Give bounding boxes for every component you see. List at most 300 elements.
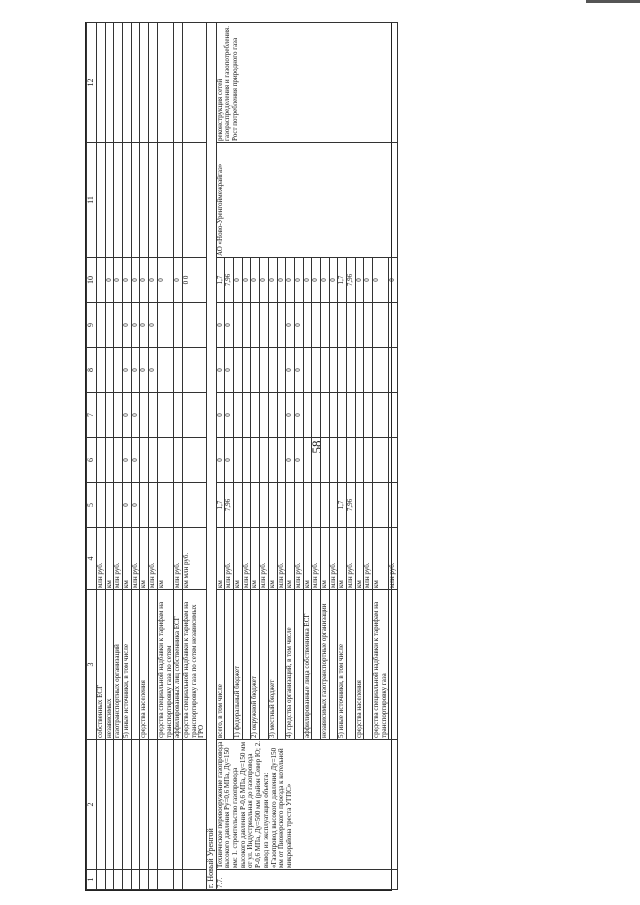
value-cell bbox=[329, 348, 338, 393]
table-row bbox=[157, 23, 173, 890]
header-cell: 4 bbox=[87, 528, 97, 590]
row-label bbox=[389, 590, 398, 740]
value-cell bbox=[329, 303, 338, 348]
value-cell bbox=[234, 393, 243, 438]
purpose-cell bbox=[149, 23, 158, 143]
header-cell: 1 bbox=[87, 870, 97, 890]
value-cell: 0 bbox=[216, 438, 225, 483]
value-cell bbox=[312, 303, 321, 348]
value-cell bbox=[320, 438, 329, 483]
value-cell: 0 bbox=[303, 258, 312, 303]
value-cell: 0 bbox=[216, 303, 225, 348]
row-unit: млн руб. bbox=[347, 528, 356, 590]
value-cell bbox=[355, 438, 364, 483]
value-cell: 0 bbox=[286, 348, 295, 393]
value-cell bbox=[329, 438, 338, 483]
top-edge-mark bbox=[586, 0, 640, 3]
value-cell: 0 bbox=[277, 258, 286, 303]
value-cell bbox=[140, 393, 149, 438]
value-cell bbox=[268, 348, 277, 393]
financing-table bbox=[86, 22, 398, 890]
header-cell: 9 bbox=[87, 303, 97, 348]
row-no-cell bbox=[182, 870, 206, 890]
operator-cell: АО «Ново-Уренгоймежрайгаз» bbox=[216, 143, 397, 258]
value-cell bbox=[242, 393, 251, 438]
value-cell: 7,96 bbox=[225, 483, 234, 528]
row-no-cell bbox=[97, 870, 106, 890]
row-no-cell bbox=[131, 870, 140, 890]
row-unit: млн руб. bbox=[225, 528, 234, 590]
value-cell bbox=[373, 348, 389, 393]
row-label: всего, в том числе bbox=[216, 590, 225, 740]
row-unit: км bbox=[140, 528, 149, 590]
value-cell bbox=[338, 303, 347, 348]
value-cell bbox=[260, 348, 269, 393]
value-cell bbox=[140, 483, 149, 528]
value-cell: 0 bbox=[149, 303, 158, 348]
value-cell bbox=[303, 348, 312, 393]
value-cell bbox=[347, 393, 356, 438]
value-cell bbox=[174, 303, 183, 348]
value-cell bbox=[97, 348, 106, 393]
value-cell bbox=[157, 438, 173, 483]
value-cell bbox=[251, 393, 260, 438]
value-cell bbox=[182, 348, 206, 393]
row-label: средства специальной надбавки к тарифам на транспортировку газа по сетям bbox=[157, 590, 173, 740]
value-cell: 0 bbox=[389, 258, 398, 303]
value-cell bbox=[312, 348, 321, 393]
header-cell: 5 bbox=[87, 483, 97, 528]
value-cell bbox=[268, 438, 277, 483]
row-label: независимых газотранспортные организации bbox=[320, 590, 329, 740]
table-row bbox=[114, 23, 123, 890]
value-cell: 0 bbox=[286, 303, 295, 348]
table-row bbox=[140, 23, 149, 890]
row-no-cell bbox=[149, 870, 158, 890]
value-cell bbox=[157, 393, 173, 438]
value-cell bbox=[373, 483, 389, 528]
value-cell bbox=[355, 483, 364, 528]
header-cell: 3 bbox=[87, 590, 97, 740]
table-row bbox=[105, 23, 114, 890]
value-cell bbox=[234, 348, 243, 393]
value-cell: 0 bbox=[149, 258, 158, 303]
value-cell bbox=[182, 438, 206, 483]
row-unit: млн руб. bbox=[260, 528, 269, 590]
value-cell bbox=[157, 348, 173, 393]
row-unit: км bbox=[251, 528, 260, 590]
value-cell bbox=[234, 483, 243, 528]
value-cell bbox=[347, 438, 356, 483]
value-cell bbox=[242, 483, 251, 528]
row-unit: млн руб. bbox=[389, 528, 398, 590]
purpose-cell bbox=[182, 23, 206, 143]
value-cell: 0 bbox=[294, 258, 303, 303]
value-cell: 0 bbox=[329, 258, 338, 303]
value-cell: 0 bbox=[123, 258, 132, 303]
item-name: Техническое перевооружение газопровода высокого давления Ру=0,6 МПа, Ду=150 мм: 1. строительство газопровода высокого давления Р-0,6 МПа, Ду=150 мм от ул. Индустриальная до газопровода Р-0,6 МПа, Ду=500 мм (район Север Ю; 2. вывод из эксплуатации объекта: «Газопровод высокого давления Ду=150 мм от Пионерского проезда к котельной микрорайона треста УГПС» bbox=[216, 740, 397, 870]
row-label: средства населения bbox=[355, 590, 364, 740]
purpose-cell bbox=[174, 23, 183, 143]
row-unit: км bbox=[216, 528, 225, 590]
value-cell: 0 bbox=[140, 258, 149, 303]
value-cell: 0 bbox=[157, 258, 173, 303]
row-label bbox=[294, 590, 303, 740]
value-cell bbox=[105, 348, 114, 393]
value-cell bbox=[242, 303, 251, 348]
value-cell: 0 bbox=[364, 258, 373, 303]
operator-cell bbox=[131, 143, 140, 258]
value-cell bbox=[389, 393, 398, 438]
value-cell bbox=[347, 303, 356, 348]
row-unit: млн руб. bbox=[97, 528, 106, 590]
value-cell bbox=[268, 393, 277, 438]
row-name-cell bbox=[131, 740, 140, 870]
value-cell bbox=[338, 348, 347, 393]
value-cell: 0 bbox=[131, 258, 140, 303]
operator-cell bbox=[157, 143, 173, 258]
item-number: 7.7. bbox=[216, 870, 397, 890]
purpose-cell bbox=[114, 23, 123, 143]
row-unit: млн руб. bbox=[149, 528, 158, 590]
row-label: независимых bbox=[105, 590, 114, 740]
value-cell bbox=[364, 303, 373, 348]
value-cell: 0 bbox=[131, 348, 140, 393]
row-unit: км bbox=[338, 528, 347, 590]
value-cell bbox=[338, 393, 347, 438]
value-cell: 0 bbox=[174, 258, 183, 303]
header-cell: 8 bbox=[87, 348, 97, 393]
value-cell: 0 bbox=[286, 393, 295, 438]
row-unit: млн руб. bbox=[312, 528, 321, 590]
table-row bbox=[131, 23, 140, 890]
value-cell bbox=[294, 483, 303, 528]
row-no-cell bbox=[174, 870, 183, 890]
value-cell: 0 bbox=[131, 438, 140, 483]
section-title: г. Новый Уренгой bbox=[206, 23, 216, 890]
row-label bbox=[347, 590, 356, 740]
value-cell: 0 bbox=[131, 393, 140, 438]
value-cell bbox=[303, 438, 312, 483]
section-row bbox=[206, 23, 216, 890]
value-cell: 1,7 bbox=[216, 258, 225, 303]
value-cell: 0 bbox=[140, 348, 149, 393]
row-name-cell bbox=[97, 740, 106, 870]
value-cell bbox=[260, 483, 269, 528]
row-unit: млн руб. bbox=[114, 528, 123, 590]
value-cell bbox=[355, 393, 364, 438]
header-cell: 10 bbox=[87, 258, 97, 303]
value-cell bbox=[251, 438, 260, 483]
value-cell: 7,96 bbox=[347, 258, 356, 303]
row-label: 2) окружной бюджет bbox=[251, 590, 260, 740]
row-unit: млн руб. bbox=[294, 528, 303, 590]
rotated-table-content bbox=[86, 23, 397, 890]
section-body bbox=[206, 23, 216, 890]
row-label: средства специальной надбавки к тарифам на транспортировку газа bbox=[373, 590, 389, 740]
value-cell: 0 0 bbox=[182, 258, 206, 303]
row-name-cell bbox=[114, 740, 123, 870]
row-name-cell bbox=[123, 740, 132, 870]
value-cell bbox=[251, 303, 260, 348]
table-frame bbox=[85, 22, 397, 891]
value-cell: 1,7 bbox=[338, 258, 347, 303]
operator-cell bbox=[97, 143, 106, 258]
row-unit: млн руб. bbox=[174, 528, 183, 590]
table-row bbox=[123, 23, 132, 890]
value-cell: 0 bbox=[268, 258, 277, 303]
value-cell bbox=[174, 483, 183, 528]
value-cell bbox=[251, 483, 260, 528]
value-cell bbox=[234, 438, 243, 483]
value-cell bbox=[364, 483, 373, 528]
header-cell: 6 bbox=[87, 438, 97, 483]
value-cell bbox=[140, 438, 149, 483]
value-cell: 0 bbox=[251, 258, 260, 303]
header-row bbox=[87, 23, 97, 890]
value-cell bbox=[303, 303, 312, 348]
value-cell: 0 bbox=[320, 258, 329, 303]
value-cell bbox=[105, 393, 114, 438]
value-cell: 0 bbox=[216, 348, 225, 393]
value-cell: 7,96 bbox=[225, 258, 234, 303]
row-label: собственных ЕСГ bbox=[97, 590, 106, 740]
continued-rows bbox=[97, 23, 207, 890]
value-cell bbox=[174, 348, 183, 393]
value-cell: 0 bbox=[123, 393, 132, 438]
item-rows bbox=[216, 23, 397, 890]
value-cell bbox=[320, 393, 329, 438]
row-unit: км bbox=[286, 528, 295, 590]
operator-cell bbox=[182, 143, 206, 258]
purpose-cell bbox=[123, 23, 132, 143]
value-cell bbox=[373, 393, 389, 438]
value-cell: 0 bbox=[373, 258, 389, 303]
row-label: аффилированных лиц собственника ЕСГ bbox=[174, 590, 183, 740]
value-cell bbox=[389, 303, 398, 348]
value-cell: 0 bbox=[294, 393, 303, 438]
value-cell bbox=[242, 348, 251, 393]
table-row bbox=[149, 23, 158, 890]
value-cell: 0 bbox=[286, 258, 295, 303]
row-label: аффилированные лица собственника ЕСГ bbox=[303, 590, 312, 740]
value-cell bbox=[260, 303, 269, 348]
row-unit: млн руб. bbox=[131, 528, 140, 590]
value-cell bbox=[355, 303, 364, 348]
table-row bbox=[182, 23, 206, 890]
value-cell bbox=[97, 393, 106, 438]
value-cell: 0 bbox=[355, 258, 364, 303]
purpose-cell: реконструкция сетей газораспределения и газопотребления. Рост потребления природного газа bbox=[216, 23, 397, 143]
operator-cell bbox=[140, 143, 149, 258]
value-cell bbox=[347, 348, 356, 393]
row-name-cell bbox=[182, 740, 206, 870]
value-cell: 0 bbox=[294, 348, 303, 393]
row-label: средства специальной надбавки к тарифам на транспортировку газа по сетям независимых ГРО bbox=[182, 590, 206, 740]
value-cell bbox=[320, 483, 329, 528]
row-name-cell bbox=[105, 740, 114, 870]
value-cell bbox=[373, 303, 389, 348]
value-cell bbox=[105, 303, 114, 348]
row-unit: км bbox=[234, 528, 243, 590]
row-unit: км bbox=[268, 528, 277, 590]
header-cell: 11 bbox=[87, 143, 97, 258]
value-cell: 0 bbox=[105, 258, 114, 303]
row-label: средства населения bbox=[140, 590, 149, 740]
row-unit: км bbox=[105, 528, 114, 590]
value-cell bbox=[389, 483, 398, 528]
value-cell bbox=[174, 438, 183, 483]
purpose-cell bbox=[97, 23, 106, 143]
value-cell: 0 bbox=[242, 258, 251, 303]
value-cell: 0 bbox=[294, 303, 303, 348]
row-unit: км bbox=[303, 528, 312, 590]
value-cell bbox=[320, 348, 329, 393]
value-cell bbox=[157, 303, 173, 348]
value-cell bbox=[364, 348, 373, 393]
value-cell bbox=[242, 438, 251, 483]
row-name-cell bbox=[157, 740, 173, 870]
value-cell bbox=[373, 438, 389, 483]
value-cell: 0 bbox=[225, 393, 234, 438]
value-cell: 0 bbox=[234, 258, 243, 303]
row-name-cell bbox=[140, 740, 149, 870]
header-cell: 12 bbox=[87, 23, 97, 143]
operator-cell bbox=[174, 143, 183, 258]
row-label bbox=[149, 590, 158, 740]
value-cell bbox=[105, 483, 114, 528]
row-unit: млн руб. bbox=[364, 528, 373, 590]
value-cell bbox=[182, 393, 206, 438]
value-cell: 0 bbox=[114, 258, 123, 303]
value-cell bbox=[338, 438, 347, 483]
value-cell bbox=[277, 483, 286, 528]
purpose-cell bbox=[105, 23, 114, 143]
row-no-cell bbox=[157, 870, 173, 890]
value-cell bbox=[329, 393, 338, 438]
row-label: 3) местный бюджет bbox=[268, 590, 277, 740]
row-unit: км bbox=[157, 528, 173, 590]
value-cell: 0 bbox=[131, 483, 140, 528]
value-cell bbox=[251, 348, 260, 393]
operator-cell bbox=[149, 143, 158, 258]
value-cell bbox=[149, 438, 158, 483]
row-unit: км bbox=[320, 528, 329, 590]
value-cell bbox=[312, 483, 321, 528]
value-cell: 0 bbox=[123, 303, 132, 348]
row-no-cell bbox=[105, 870, 114, 890]
row-unit: млн руб. bbox=[277, 528, 286, 590]
row-unit: км bbox=[373, 528, 389, 590]
row-label: 5) иные источники, в том числе bbox=[123, 590, 132, 740]
value-cell bbox=[157, 483, 173, 528]
value-cell bbox=[97, 438, 106, 483]
value-cell bbox=[97, 258, 106, 303]
table-row bbox=[174, 23, 183, 890]
row-unit: млн руб. bbox=[242, 528, 251, 590]
value-cell bbox=[364, 438, 373, 483]
value-cell: 1,7 bbox=[338, 483, 347, 528]
value-cell bbox=[182, 303, 206, 348]
header-cell: 2 bbox=[87, 740, 97, 870]
value-cell: 0 bbox=[225, 303, 234, 348]
operator-cell bbox=[123, 143, 132, 258]
value-cell: 0 bbox=[123, 483, 132, 528]
row-unit: млн руб. bbox=[329, 528, 338, 590]
row-label: 4) средства организаций, в том числе bbox=[286, 590, 295, 740]
row-name-cell bbox=[149, 740, 158, 870]
value-cell: 0 bbox=[123, 438, 132, 483]
value-cell bbox=[312, 393, 321, 438]
value-cell: 0 bbox=[131, 303, 140, 348]
value-cell bbox=[149, 483, 158, 528]
value-cell bbox=[320, 303, 329, 348]
value-cell: 1,7 bbox=[216, 483, 225, 528]
operator-cell bbox=[114, 143, 123, 258]
value-cell bbox=[303, 393, 312, 438]
value-cell: 0 bbox=[216, 393, 225, 438]
value-cell bbox=[260, 438, 269, 483]
page-number: 58 bbox=[309, 440, 324, 454]
value-cell: 0 bbox=[225, 348, 234, 393]
value-cell bbox=[389, 348, 398, 393]
value-cell bbox=[234, 303, 243, 348]
value-cell bbox=[105, 438, 114, 483]
header-cell: 7 bbox=[87, 393, 97, 438]
purpose-cell bbox=[140, 23, 149, 143]
table-row bbox=[97, 23, 106, 890]
row-no-cell bbox=[114, 870, 123, 890]
value-cell: 0 bbox=[225, 438, 234, 483]
value-cell bbox=[364, 393, 373, 438]
value-cell bbox=[182, 483, 206, 528]
row-label: газотранспортных организаций bbox=[114, 590, 123, 740]
value-cell bbox=[355, 348, 364, 393]
value-cell: 0 bbox=[149, 348, 158, 393]
row-unit: км bbox=[355, 528, 364, 590]
value-cell bbox=[312, 438, 321, 483]
value-cell bbox=[97, 303, 106, 348]
value-cell bbox=[268, 303, 277, 348]
row-label: 5) иные источники, в том числе bbox=[338, 590, 347, 740]
table-row bbox=[216, 23, 225, 890]
value-cell: 0 bbox=[312, 258, 321, 303]
purpose-cell bbox=[131, 23, 140, 143]
purpose-cell bbox=[157, 23, 173, 143]
value-cell bbox=[97, 483, 106, 528]
value-cell bbox=[149, 393, 158, 438]
value-cell: 0 bbox=[140, 303, 149, 348]
row-label: 1) федеральный бюджет bbox=[234, 590, 243, 740]
operator-cell bbox=[105, 143, 114, 258]
value-cell bbox=[389, 438, 398, 483]
row-unit: км bbox=[123, 528, 132, 590]
value-cell: 0 bbox=[286, 438, 295, 483]
value-cell bbox=[303, 483, 312, 528]
row-name-cell bbox=[174, 740, 183, 870]
value-cell bbox=[268, 483, 277, 528]
value-cell bbox=[260, 393, 269, 438]
value-cell: 0 bbox=[260, 258, 269, 303]
row-unit: км млн руб. bbox=[182, 528, 206, 590]
value-cell: 7,96 bbox=[347, 483, 356, 528]
row-no-cell bbox=[123, 870, 132, 890]
value-cell bbox=[174, 393, 183, 438]
value-cell bbox=[286, 483, 295, 528]
value-cell: 0 bbox=[294, 438, 303, 483]
value-cell: 0 bbox=[123, 348, 132, 393]
row-no-cell bbox=[140, 870, 149, 890]
